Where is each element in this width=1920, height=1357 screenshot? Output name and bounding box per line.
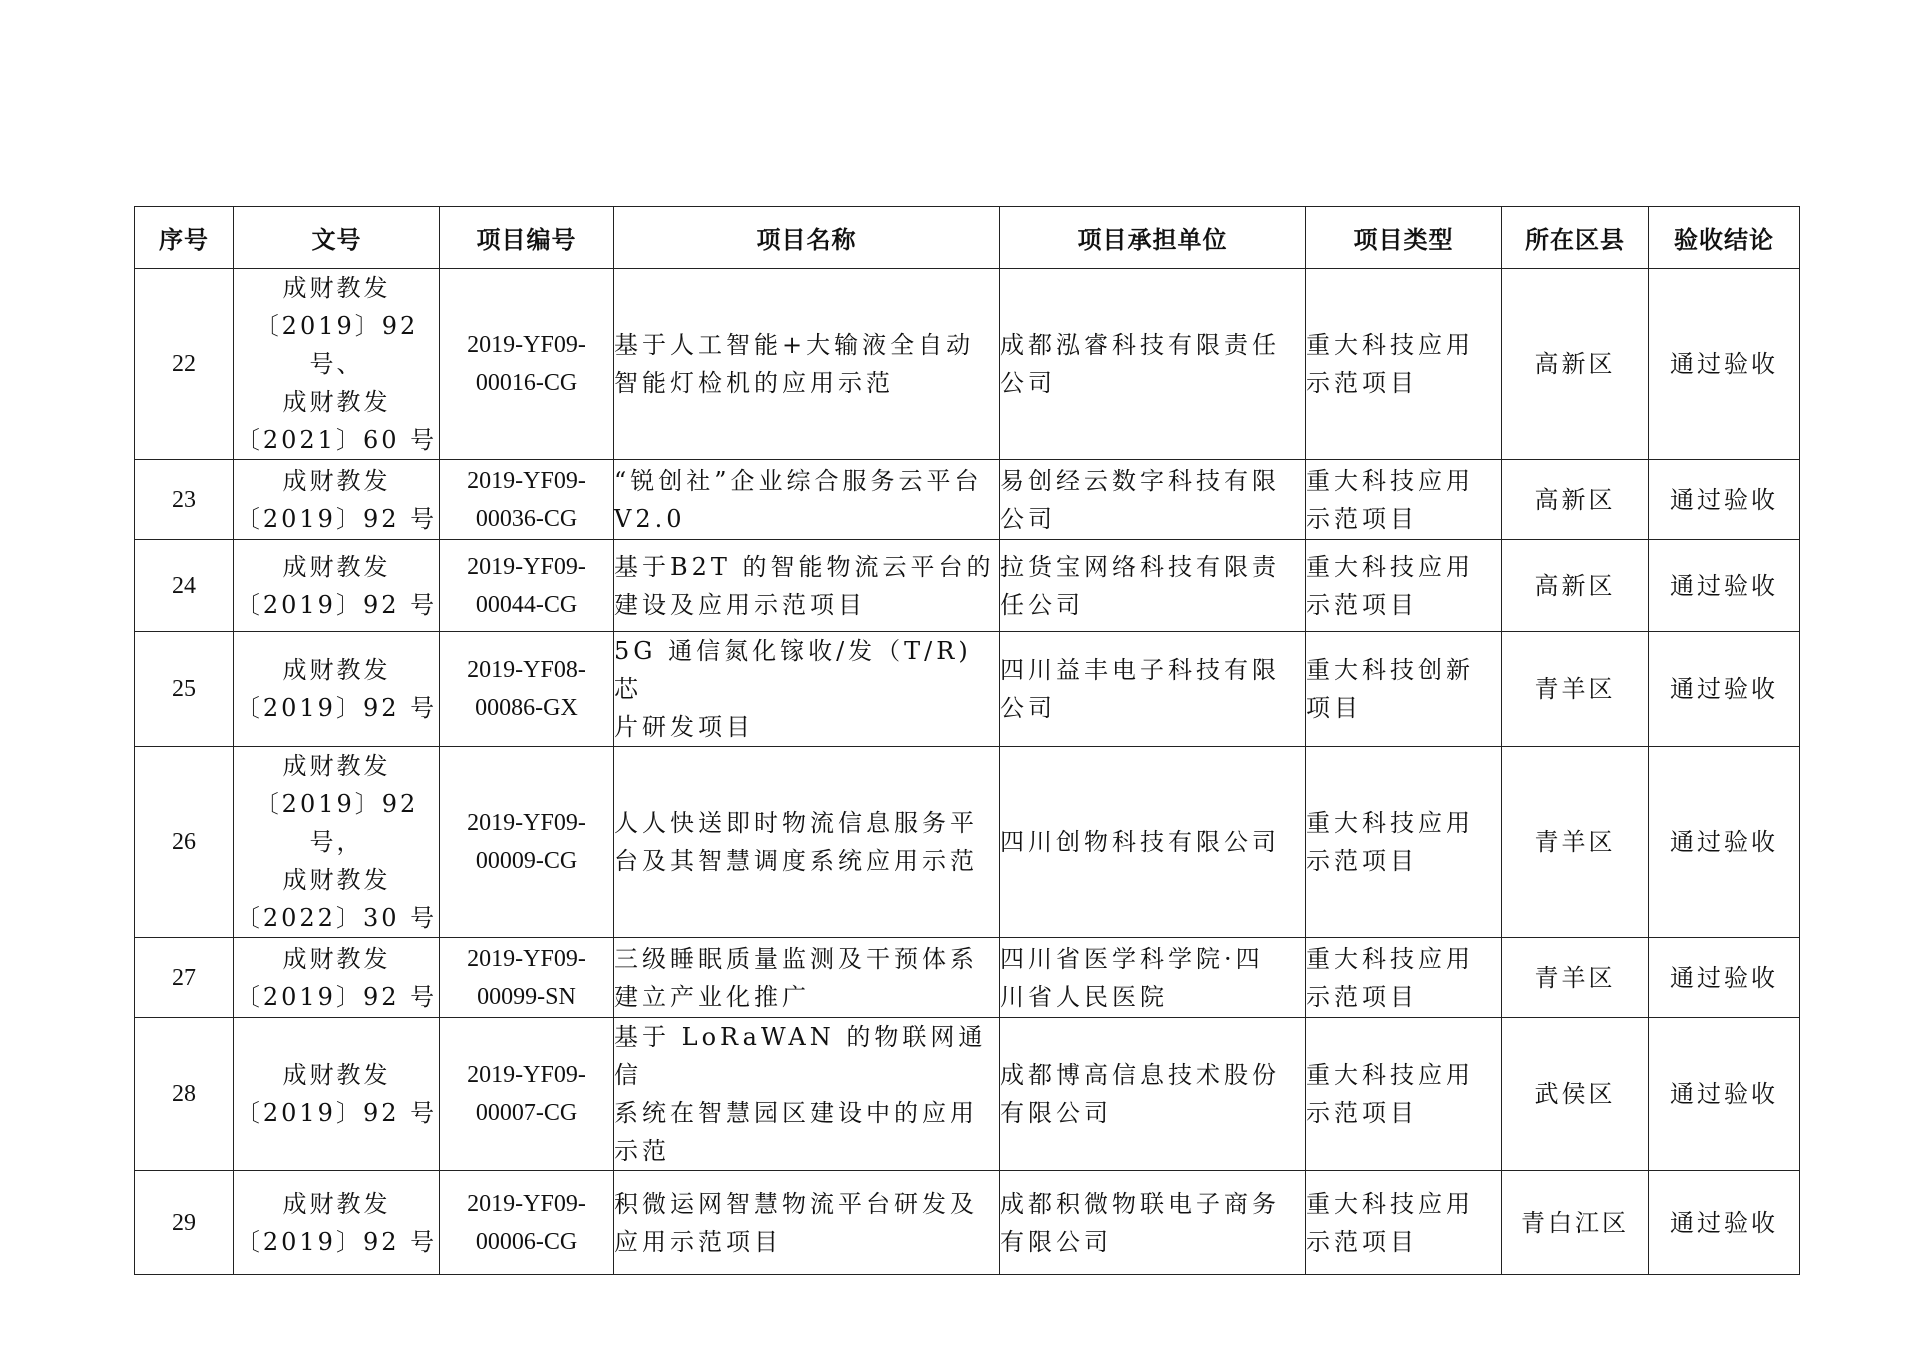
table-row (135, 938, 1800, 1018)
doc-line: 成财教发 (282, 274, 391, 302)
cell-project-type (1306, 747, 1502, 938)
cell-project-name (614, 269, 1000, 460)
doc-line: 成财教发 (282, 1061, 391, 1089)
cell-project-name (614, 1171, 1000, 1275)
unit-line: 成都泓睿科技有限责任 (1000, 331, 1280, 359)
doc-line: 成财教发 (282, 1189, 391, 1218)
doc-line: 〔2019〕92 号 (235, 504, 438, 533)
unit-line: 成都积微物联电子商务 (1000, 1189, 1280, 1218)
name-line: 片研发项目 (614, 713, 754, 741)
code-line: 2019-YF08- (467, 657, 586, 683)
cell-seq: 23 (135, 460, 234, 540)
type-line: 重大科技创新 (1306, 656, 1474, 684)
type-line: 重大科技应用 (1306, 809, 1474, 837)
code-line: 2019-YF09- (467, 332, 586, 358)
name-line: 系统在智慧园区建设中的应用 (614, 1099, 978, 1127)
cell-district: 高新区 (1502, 540, 1649, 632)
type-line: 重大科技应用 (1306, 1189, 1474, 1218)
type-line: 示范项目 (1306, 982, 1418, 1011)
name-line: 人人快送即时物流信息服务平 (614, 809, 978, 837)
cell-project-type (1306, 1018, 1502, 1171)
cell-district: 青羊区 (1502, 632, 1649, 747)
cell-doc-number (234, 1018, 440, 1171)
cell-undertaking-unit (1000, 632, 1306, 747)
cell-undertaking-unit (1000, 938, 1306, 1018)
cell-seq: 27 (135, 938, 234, 1018)
cell-acceptance-result: 通过验收 (1649, 269, 1800, 460)
code-line: 00016-CG (475, 370, 578, 396)
table-row (135, 1018, 1800, 1171)
unit-line: 四川创物科技有限公司 (1000, 828, 1280, 856)
doc-line: 〔2019〕92 号 (235, 590, 438, 619)
doc-line: 〔2019〕92 号 (235, 982, 438, 1011)
cell-project-code (440, 632, 614, 747)
unit-line: 有限公司 (1000, 1227, 1112, 1256)
cell-district: 高新区 (1502, 269, 1649, 460)
cell-undertaking-unit (1000, 1018, 1306, 1171)
cell-seq: 26 (135, 747, 234, 938)
code-line: 00006-CG (475, 1228, 578, 1255)
name-line: 应用示范项目 (614, 1227, 782, 1256)
header-undertaking-unit: 项目承担单位 (1000, 207, 1306, 269)
type-line: 示范项目 (1306, 369, 1418, 397)
cell-doc-number (234, 540, 440, 632)
cell-acceptance-result: 通过验收 (1649, 632, 1800, 747)
header-acceptance-result: 验收结论 (1649, 207, 1800, 269)
table-row (135, 269, 1800, 460)
table-row (135, 540, 1800, 632)
code-line: 2019-YF09- (467, 1062, 586, 1088)
unit-line: 公司 (1000, 694, 1056, 722)
cell-district: 高新区 (1502, 460, 1649, 540)
cell-acceptance-result: 通过验收 (1649, 1018, 1800, 1171)
table-row (135, 460, 1800, 540)
header-project-code: 项目编号 (440, 207, 614, 269)
cell-project-type (1306, 540, 1502, 632)
type-line: 示范项目 (1306, 1099, 1418, 1127)
cell-project-type (1306, 460, 1502, 540)
name-line: 建立产业化推广 (614, 982, 810, 1011)
cell-project-name (614, 1018, 1000, 1171)
cell-seq: 28 (135, 1018, 234, 1171)
name-line: 5G 通信氮化镓收/发（T/R)芯 (614, 637, 972, 703)
doc-line: 〔2022〕30 号 (235, 904, 438, 932)
cell-seq: 22 (135, 269, 234, 460)
name-line: 基于B2T 的智能物流云平台的 (614, 552, 995, 581)
cell-acceptance-result: 通过验收 (1649, 540, 1800, 632)
cell-project-name (614, 632, 1000, 747)
type-line: 示范项目 (1306, 847, 1418, 875)
type-line: 示范项目 (1306, 1227, 1418, 1256)
cell-project-name (614, 747, 1000, 938)
cell-project-type (1306, 938, 1502, 1018)
doc-line: 成财教发 (282, 388, 391, 416)
doc-line: 〔2019〕92 号 (235, 1227, 438, 1256)
code-line: 2019-YF09- (467, 945, 586, 972)
header-doc-number: 文号 (234, 207, 440, 269)
cell-project-code (440, 460, 614, 540)
type-line: 重大科技应用 (1306, 944, 1474, 973)
doc-line: 〔2019〕92 号， (254, 790, 419, 856)
cell-project-code (440, 747, 614, 938)
header-district: 所在区县 (1502, 207, 1649, 269)
doc-line: 〔2019〕92 号 (235, 694, 438, 722)
table-row (135, 1171, 1800, 1275)
cell-district: 青羊区 (1502, 747, 1649, 938)
doc-line: 成财教发 (282, 752, 391, 780)
cell-doc-number (234, 938, 440, 1018)
type-line: 重大科技应用 (1306, 1061, 1474, 1089)
cell-project-code (440, 540, 614, 632)
name-line: “锐创社”企业综合服务云平台 (614, 466, 983, 495)
cell-seq: 25 (135, 632, 234, 747)
name-line: 基于人工智能+大输液全自动 (614, 331, 975, 359)
code-line: 2019-YF09- (467, 810, 586, 836)
code-line: 00036-CG (475, 505, 578, 532)
unit-line: 四川益丰电子科技有限 (1000, 656, 1280, 684)
cell-project-name (614, 460, 1000, 540)
cell-doc-number (234, 460, 440, 540)
code-line: 00009-CG (475, 848, 578, 874)
cell-project-name (614, 540, 1000, 632)
type-line: 示范项目 (1306, 590, 1418, 619)
cell-acceptance-result: 通过验收 (1649, 938, 1800, 1018)
code-line: 00099-SN (477, 983, 576, 1010)
unit-line: 易创经云数字科技有限 (1000, 466, 1280, 495)
cell-project-code (440, 1018, 614, 1171)
type-line: 重大科技应用 (1306, 466, 1474, 495)
cell-undertaking-unit (1000, 460, 1306, 540)
cell-project-code (440, 1171, 614, 1275)
cell-district: 武侯区 (1502, 1018, 1649, 1171)
code-line: 00007-CG (475, 1100, 578, 1126)
cell-seq: 24 (135, 540, 234, 632)
cell-acceptance-result: 通过验收 (1649, 747, 1800, 938)
header-project-type: 项目类型 (1306, 207, 1502, 269)
doc-line: 〔2019〕92 号 (235, 1099, 438, 1127)
cell-project-type (1306, 1171, 1502, 1275)
cell-doc-number (234, 632, 440, 747)
doc-line: 成财教发 (282, 656, 391, 684)
name-line: 建设及应用示范项目 (614, 590, 866, 619)
code-line: 2019-YF09- (467, 553, 586, 580)
doc-line: 成财教发 (282, 466, 391, 495)
cell-doc-number (234, 747, 440, 938)
type-line: 重大科技应用 (1306, 331, 1474, 359)
cell-undertaking-unit (1000, 1171, 1306, 1275)
unit-line: 公司 (1000, 504, 1056, 533)
code-line: 2019-YF09- (467, 467, 586, 494)
cell-undertaking-unit (1000, 540, 1306, 632)
name-line: 智能灯检机的应用示范 (614, 369, 894, 397)
name-line: V2.0 (614, 504, 686, 533)
type-line: 重大科技应用 (1306, 552, 1474, 581)
code-line: 2019-YF09- (467, 1190, 586, 1217)
name-line: 基于 LoRaWAN 的物联网通信 (614, 1023, 987, 1089)
unit-line: 成都博高信息技术股份 (1000, 1061, 1280, 1089)
cell-undertaking-unit (1000, 269, 1306, 460)
project-acceptance-table (134, 206, 1800, 1275)
cell-district: 青羊区 (1502, 938, 1649, 1018)
name-line: 三级睡眠质量监测及干预体系 (614, 944, 978, 973)
code-line: 00044-CG (475, 591, 578, 618)
cell-undertaking-unit (1000, 747, 1306, 938)
name-line: 积微运网智慧物流平台研发及 (614, 1189, 978, 1218)
type-line: 示范项目 (1306, 504, 1418, 533)
name-line: 台及其智慧调度系统应用示范 (614, 847, 978, 875)
cell-district: 青白江区 (1502, 1171, 1649, 1275)
cell-seq: 29 (135, 1171, 234, 1275)
unit-line: 拉货宝网络科技有限责 (1000, 552, 1280, 581)
cell-acceptance-result: 通过验收 (1649, 460, 1800, 540)
cell-project-code (440, 938, 614, 1018)
unit-line: 公司 (1000, 369, 1056, 397)
header-seq: 序号 (135, 207, 234, 269)
code-line: 00086-GX (475, 695, 578, 721)
unit-line: 四川省医学科学院·四 (1000, 944, 1264, 973)
doc-line: 〔2019〕92 号、 (254, 312, 419, 378)
doc-line: 成财教发 (282, 944, 391, 973)
unit-line: 任公司 (1000, 590, 1084, 619)
unit-line: 川省人民医院 (1000, 982, 1168, 1011)
cell-acceptance-result: 通过验收 (1649, 1171, 1800, 1275)
table-row (135, 747, 1800, 938)
cell-project-type (1306, 632, 1502, 747)
cell-project-type (1306, 269, 1502, 460)
cell-doc-number (234, 1171, 440, 1275)
table-row (135, 632, 1800, 747)
doc-line: 成财教发 (282, 552, 391, 581)
doc-line: 成财教发 (282, 866, 391, 894)
doc-line: 〔2021〕60 号 (235, 426, 438, 454)
type-line: 项目 (1306, 694, 1362, 722)
name-line: 示范 (614, 1137, 670, 1165)
header-project-name: 项目名称 (614, 207, 1000, 269)
table-header-row (135, 207, 1800, 269)
unit-line: 有限公司 (1000, 1099, 1112, 1127)
cell-project-code (440, 269, 614, 460)
cell-project-name (614, 938, 1000, 1018)
cell-doc-number (234, 269, 440, 460)
